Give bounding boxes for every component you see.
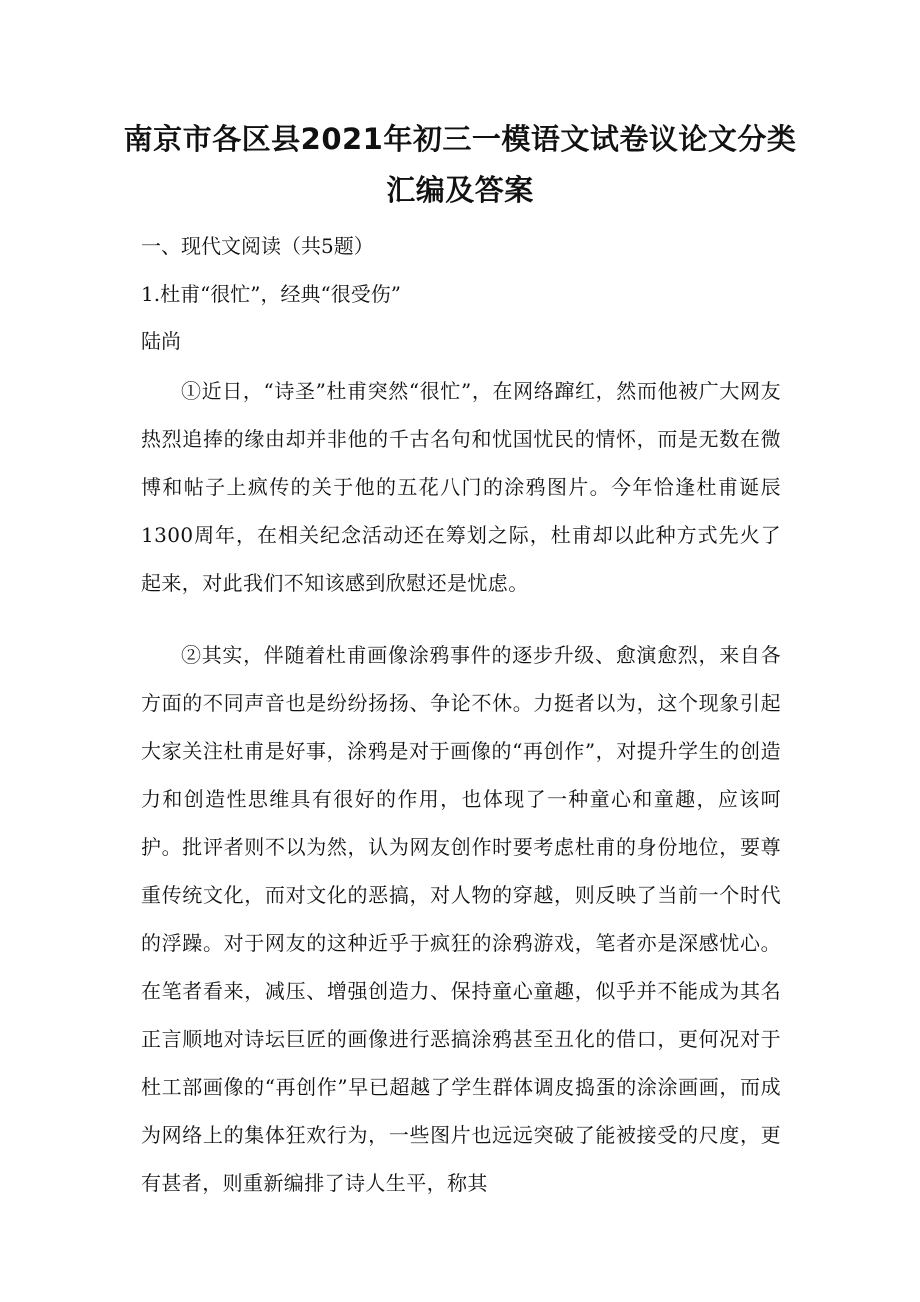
section-heading: 一、现代文阅读（共5题）	[141, 234, 374, 258]
document-title-line-2: 汇编及答案	[386, 173, 534, 207]
paragraph-2: ②其实，伴随着杜甫画像涂鸦事件的逐步升级、愈演愈烈，来自各方面的不同声音也是纷纷扬扬、争论不休。力挺者以为，这个现象引起大家关注杜甫是好事，涂鸦是对于画像的“再创作”，对提升学生的创造力和创造性思维具有很好的作用，也体现了一种童心和童趣，应该呵护。批评者则不以为然，认为网友创作时要考虑杜甫的身份地位，要尊重传统文化，而对文化的恶搞，对人物的穿越，则反映了当前一个时代的浮躁。对于网友的这种近乎于疯狂的涂鸦游戏，笔者亦是深感忧心。在笔者看来，减压、增强创造力、保持童心童趣，似乎并不能成为其名正言顺地对诗坛巨匠的画像进行恶搞涂鸦甚至丑化的借口，更何况对于杜工部画像的“再创作”早已超越了学生群体调皮捣蛋的涂涂画画，而成为网络上的集体狂欢行为，一些图片也远远突破了能被接受的尺度，更有甚者，则重新编排了诗人生平，称其	[141, 643, 781, 1195]
article-author: 陆尚	[141, 329, 181, 353]
document-title-line-1: 南京市各区县2021年初三一模语文试卷议论文分类	[123, 122, 797, 156]
question-title: 1.杜甫“很忙”，经典“很受伤”	[141, 282, 401, 306]
paragraph-1: ①近日，“诗圣”杜甫突然“很忙”，在网络蹿红，然而他被广大网友热烈追捧的缘由却并非他的千古名句和忧国忧民的情怀，而是无数在微博和帖子上疯传的关于他的五花八门的涂鸦图片。今年恰逢杜甫诞辰1300周年，在相关纪念活动还在筹划之际，杜甫却以此种方式先火了起来，对此我们不知该感到欣慰还是忧虑。	[141, 379, 781, 595]
